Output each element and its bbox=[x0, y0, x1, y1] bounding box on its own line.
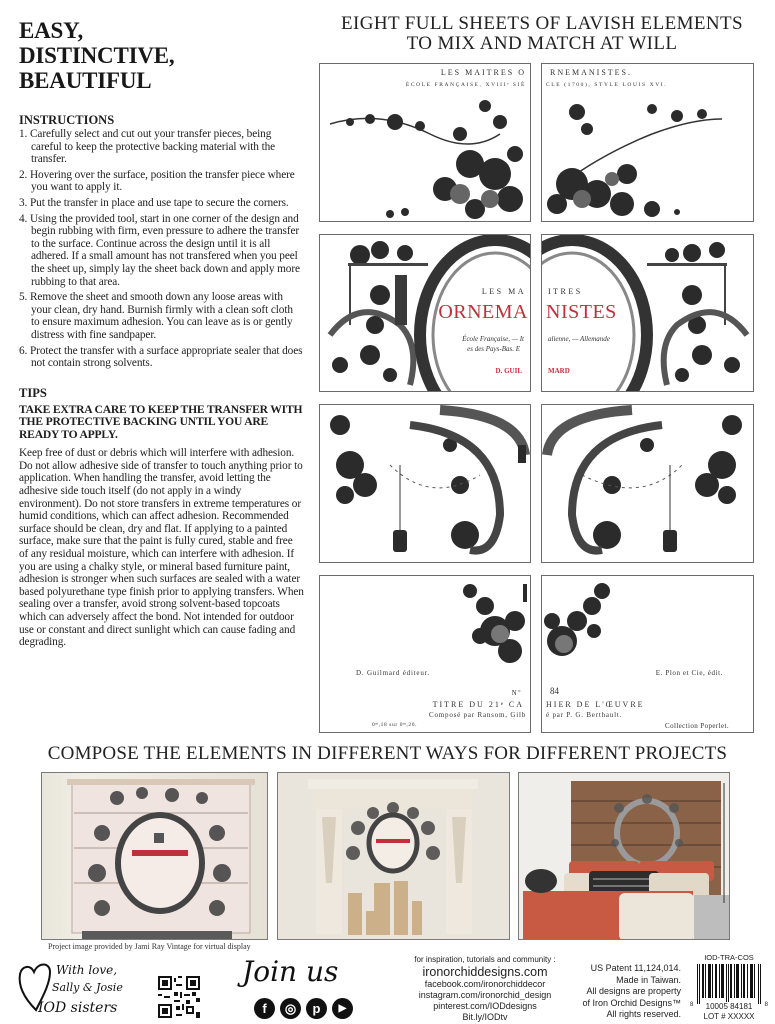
hero-title bbox=[19, 18, 304, 93]
transfer-sheet-3 bbox=[319, 234, 531, 392]
signature-line: With love, bbox=[56, 963, 118, 977]
patent-text: US Patent 11,124,014. bbox=[590, 963, 681, 973]
sheet-heading: LES MAITRES O bbox=[440, 68, 526, 77]
sheet-composed-line: é par P. G. Berthault. bbox=[546, 711, 623, 719]
transfer-sheet-7 bbox=[319, 575, 531, 733]
hero-title-line: BEAUTIFUL bbox=[19, 68, 152, 93]
rights-text: All rights reserved. bbox=[606, 1009, 681, 1020]
join-us-social bbox=[236, 955, 361, 1021]
hero-title-line: DISTINCTIVE, bbox=[19, 43, 175, 68]
transfer-sheet-5 bbox=[319, 404, 531, 563]
tips-body: Keep free of dust or debris which will interfere with adhesion. Do not allow adhesive side of transfer to touch anything prior to application. When handling the transfer, avoid letting the adhesive side touch itself (do not apply in a windy environment). Do not store transfers in extreme temperatures or humid conditions, which can affect adhesion. Recommended surface should be clean, dry and flat. If applying to a painted surface, make sure that the paint is fully cured, stable and free of any residual moisture, which can interfere with adhesion. If you are using a chalky style, or mineral based furniture paint, adhesion is stronger when such surfaces are sealed with a water based polyurethane type finish prior to applying transfers. When sealing over a transfer, avoid strong solvent-based topcoats which can adversely affect the bond. Not intended for outdoor use or constant and direct sunlight which can cause fading and degrading. bbox=[19, 447, 304, 649]
barcode-left-digit: 8 bbox=[690, 1002, 694, 1008]
tips-warning: TAKE EXTRA CARE TO KEEP THE TRANSFER WITH THE PROTECTIVE BACKING UNTIL YOU ARE READY TO APPLY. bbox=[19, 402, 303, 441]
sheet-credit: D. Guilmard éditeur. bbox=[356, 669, 430, 677]
sheet-italic-line: École Française, — It bbox=[462, 335, 524, 343]
sheet-title-red: NISTES bbox=[546, 301, 617, 323]
bedroom-photo-illustration bbox=[519, 773, 730, 940]
barcode-bars bbox=[697, 964, 761, 1004]
instagram-link[interactable]: instagram.com/ironorchid_design bbox=[418, 990, 552, 1000]
sheets-title-line: EIGHT FULL SHEETS OF LAVISH ELEMENTS bbox=[341, 13, 743, 34]
sheet-subheading: ÉCOLE FRANÇAISE, XVIIIᵉ SIÈ bbox=[405, 82, 526, 88]
sheet-credit: E. Plon et Cie, édit. bbox=[655, 669, 723, 677]
instructions-column bbox=[19, 18, 304, 649]
qr-code[interactable] bbox=[158, 976, 200, 1018]
instruction-step: 3. Put the transfer in place and use tape to secure the corners. bbox=[19, 196, 289, 209]
tips-heading: TIPS bbox=[19, 385, 47, 400]
transfer-sheet-1 bbox=[319, 63, 531, 222]
sheet-subheading: CLE (1700), STYLE LOUIS XVI. bbox=[546, 82, 668, 88]
rights-text: All designs are property bbox=[586, 986, 681, 997]
instruction-step: 4. Using the provided tool, start in one corner of the design and begin rubbing with firm, even pressure to adhere the transfer to the surface. Continue across the design until it is all adhered. If a small amount has not transfered when you peel the sheet up, simply lay the sheet back down and apply more rubbing to that area. bbox=[19, 212, 300, 288]
sheet-title-red: ORNEMA bbox=[438, 301, 528, 323]
barcode-digits: 10005 84181 bbox=[705, 1002, 753, 1011]
transfer-sheet-6 bbox=[541, 404, 754, 563]
sheet-title: HIER DE L'ŒUVRE bbox=[546, 700, 645, 709]
sheet-publisher-red: D. GUIL bbox=[495, 367, 522, 375]
instruction-step: 1. Carefully select and cut out your transfer pieces, being careful to keep the protective backing material with the transfer. bbox=[19, 128, 276, 166]
rights-text: of Iron Orchid Designs™ bbox=[582, 997, 681, 1008]
sheet-heading: ITRES bbox=[548, 287, 583, 296]
transfer-sheet-4 bbox=[541, 234, 754, 392]
youtube-icon[interactable]: ▶ bbox=[332, 998, 353, 1019]
instruction-step: 6. Protect the transfer with a surface appropriate sealer that does not contain strong solvents. bbox=[19, 344, 303, 370]
sheets-title bbox=[312, 14, 772, 54]
dresser-photo-illustration bbox=[42, 773, 268, 940]
facebook-icon[interactable]: f bbox=[254, 998, 275, 1019]
video-link[interactable]: Bit.ly/IODtv bbox=[462, 1012, 508, 1022]
product-barcode bbox=[690, 953, 768, 1023]
sheet-italic-line: es des Pays-Bas. E bbox=[467, 345, 520, 353]
rose-cluster-illustration bbox=[320, 576, 531, 733]
instructions-list bbox=[19, 128, 304, 370]
instructions-heading: INSTRUCTIONS bbox=[19, 113, 115, 127]
photo-credit-caption: Project image provided by Jami Ray Vintage for virtual display bbox=[48, 942, 251, 951]
sheet-heading: LES MA bbox=[481, 287, 526, 296]
website-link[interactable]: ironorchiddesigns.com bbox=[422, 965, 548, 979]
sheet-collection: Collection Poperlet. bbox=[665, 722, 729, 730]
community-links bbox=[385, 955, 585, 1023]
sheet-title: TITRE DU 21ᵉ CA bbox=[432, 700, 524, 709]
fireplace-photo-illustration bbox=[278, 773, 510, 940]
project-photo-fireplace bbox=[277, 772, 510, 940]
barcode-number bbox=[690, 1002, 768, 1011]
pinterest-icon[interactable]: p bbox=[306, 998, 327, 1019]
legal-info bbox=[580, 963, 681, 1021]
instruction-step: 5. Remove the sheet and smooth down any loose areas with your clean, dry hand. Burnish firmly with a clean soft cloth to ensure maximum adhesion. You can leave as is or gently distress with fine sandpaper. bbox=[19, 291, 293, 341]
garland-illustration bbox=[542, 405, 754, 563]
links-intro: for inspiration, tutorials and community : bbox=[414, 955, 556, 964]
signature-line: Sally & Josie bbox=[52, 981, 123, 994]
sku-label: IOD-TRA-COS bbox=[704, 953, 754, 962]
floral-illustration bbox=[542, 64, 754, 222]
join-us-label: Join us bbox=[242, 955, 339, 988]
hero-title-line: EASY, bbox=[19, 18, 83, 43]
signature bbox=[16, 958, 126, 1020]
signature-line: IOD sisters bbox=[38, 1000, 118, 1016]
transfer-sheet-8 bbox=[541, 575, 754, 733]
sheets-title-line: TO MIX AND MATCH AT WILL bbox=[406, 33, 678, 54]
project-photo-headboard bbox=[518, 772, 730, 940]
barcode-right-digit: 8 bbox=[764, 1002, 768, 1008]
sheet-publisher-red: MARD bbox=[548, 367, 570, 375]
rose-cluster-illustration bbox=[542, 576, 754, 733]
sheet-number: 84 bbox=[550, 686, 559, 696]
sheet-italic-line: alienne, — Allemande bbox=[548, 335, 610, 343]
instagram-icon[interactable]: ◎ bbox=[280, 998, 301, 1019]
project-photo-dresser bbox=[41, 772, 268, 940]
facebook-link[interactable]: facebook.com/ironorchiddecor bbox=[424, 979, 546, 989]
transfer-sheet-2 bbox=[541, 63, 754, 222]
origin-text: Made in Taiwan. bbox=[616, 974, 681, 985]
instruction-step: 2. Hovering over the surface, position the transfer piece where you want to apply it. bbox=[19, 168, 295, 194]
compose-title: COMPOSE THE ELEMENTS IN DIFFERENT WAYS FOR DIFFERENT PROJECTS bbox=[47, 743, 728, 764]
sheet-composed-line: Composé par Ransom, Gilb bbox=[429, 711, 526, 719]
lot-number: LOT # XXXXX bbox=[703, 1012, 755, 1021]
pinterest-link[interactable]: pinterest.com/IODdesigns bbox=[433, 1001, 537, 1011]
sheet-number: Nº bbox=[511, 689, 522, 697]
sheet-heading: RNEMANISTES. bbox=[550, 68, 633, 77]
garland-illustration bbox=[320, 405, 531, 563]
sheet-dimensions: 0ᵐ,18 sur 0ᵐ,20. bbox=[372, 722, 418, 728]
floral-illustration bbox=[320, 64, 531, 222]
